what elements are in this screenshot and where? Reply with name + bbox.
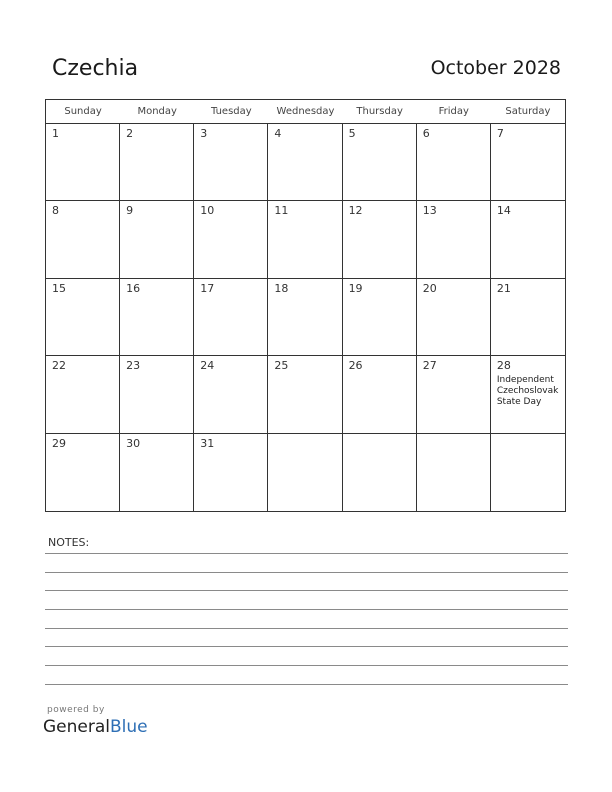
day-cell: [46, 279, 120, 356]
day-cell: [343, 356, 417, 433]
day-cell: [120, 201, 194, 278]
day-cell: [343, 434, 417, 511]
note-line: [45, 628, 568, 629]
day-number: 26: [348, 359, 363, 373]
day-cell: [268, 356, 342, 433]
day-cell: [194, 434, 268, 511]
day-cell: [491, 201, 565, 278]
day-number: 29: [52, 436, 66, 450]
day-number: 20: [422, 281, 437, 295]
weekday-header: Monday: [120, 100, 194, 124]
powered-by-text: powered by: [47, 705, 105, 715]
day-cell: [343, 279, 417, 356]
notes-label: NOTES:: [48, 536, 90, 549]
weekday-header: Tuesday: [194, 100, 268, 124]
day-number: 16: [126, 281, 141, 295]
note-line: [45, 646, 568, 647]
day-cell: [343, 201, 417, 278]
country-title: Czechia: [52, 56, 139, 81]
brand-general: General: [43, 717, 110, 737]
generalblue-logo: [43, 717, 148, 737]
day-cell: [417, 356, 491, 433]
note-line: [45, 665, 568, 666]
day-number: 31: [200, 436, 215, 450]
day-number: 25: [274, 359, 289, 373]
day-cell: [46, 434, 120, 511]
day-cell: [194, 201, 268, 278]
day-number: 15: [52, 281, 66, 295]
day-number: 6: [422, 127, 430, 140]
day-cell: [491, 124, 565, 201]
day-cell: [417, 124, 491, 201]
note-line: [45, 609, 568, 610]
day-number: 10: [200, 204, 215, 218]
weekday-header: Sunday: [46, 100, 120, 124]
day-cell: [120, 434, 194, 511]
day-number: 14: [496, 204, 511, 218]
note-line: [45, 572, 568, 573]
day-number: 19: [348, 281, 363, 295]
day-cell: [268, 434, 342, 511]
day-number: 4: [274, 127, 282, 140]
note-line: [45, 553, 568, 554]
day-number: 8: [52, 204, 59, 218]
day-cell: [491, 279, 565, 356]
weekday-header: Thursday: [343, 100, 417, 124]
day-number: 5: [348, 127, 356, 140]
holiday-label: Independent Czechoslovak State Day: [496, 375, 559, 408]
brand-blue: Blue: [110, 717, 148, 737]
day-number: 3: [200, 127, 208, 140]
day-cell: [417, 434, 491, 511]
day-cell: [46, 356, 120, 433]
month-title: October 2028: [430, 57, 561, 79]
day-cell: [491, 356, 565, 433]
calendar-grid: [45, 99, 566, 512]
day-cell: [120, 356, 194, 433]
day-cell: [194, 124, 268, 201]
day-number: 18: [274, 281, 289, 295]
day-cell: [268, 279, 342, 356]
day-cell: [194, 279, 268, 356]
day-cell: [120, 279, 194, 356]
weekday-header: Saturday: [491, 100, 565, 124]
day-cell: [194, 356, 268, 433]
day-cell: [46, 124, 120, 201]
day-number: 23: [126, 359, 141, 373]
day-number: 11: [274, 204, 289, 218]
note-line: [45, 590, 568, 591]
day-cell: [268, 124, 342, 201]
day-number: 30: [126, 436, 141, 450]
day-cell: [268, 201, 342, 278]
day-number: 12: [348, 204, 363, 218]
day-cell: [120, 124, 194, 201]
weekday-header: Friday: [417, 100, 491, 124]
day-number: 1: [52, 127, 59, 140]
day-number: 24: [200, 359, 215, 373]
day-number: 9: [126, 204, 134, 218]
day-cell: [417, 279, 491, 356]
day-cell: [491, 434, 565, 511]
day-number: 13: [422, 204, 437, 218]
day-number: 17: [200, 281, 215, 295]
day-number: 7: [496, 127, 504, 140]
note-line: [45, 684, 568, 685]
day-number: 2: [126, 127, 134, 140]
weekday-header: Wednesday: [268, 100, 342, 124]
day-number: 21: [496, 281, 511, 295]
day-cell: [417, 201, 491, 278]
day-number: 28: [496, 359, 511, 373]
day-cell: [46, 201, 120, 278]
day-number: 27: [422, 359, 437, 373]
day-number: 22: [52, 359, 66, 373]
day-cell: [343, 124, 417, 201]
